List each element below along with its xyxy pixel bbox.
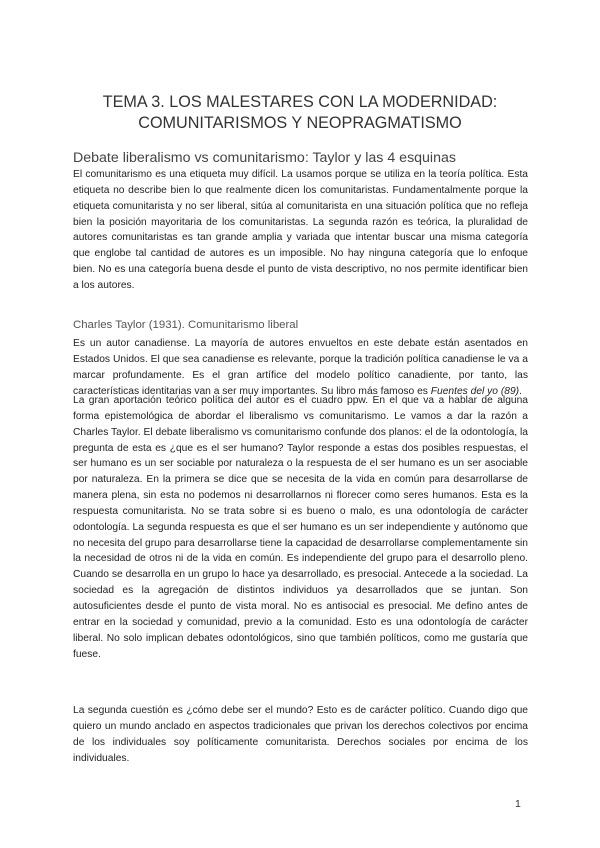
- title-line-2: COMUNITARISMOS Y NEOPRAGMATISMO: [138, 114, 462, 132]
- paragraph-2-end: .: [519, 385, 522, 397]
- subheading-charles-taylor: Charles Taylor (1931). Comunitarismo liberal: [73, 319, 299, 331]
- book-title: Fuentes del yo (89): [430, 385, 520, 397]
- paragraph-2: [73, 336, 528, 399]
- section-heading: Debate liberalismo vs comunitarismo: Taylor y las 4 esquinas: [73, 150, 456, 166]
- paragraph-3: La gran aportación teórico política del autor es el cuadro ppw. En el que va a hablar de alguna forma epistemológica de abordar el liberalismo vs comunitarismo. Le vamos a dar la razón a Charles Taylor. El debate liberalismo vs comunitarismo confunde dos planos: el de la odontología, la pregunta de esta es ¿que es el ser humano? Taylor responde a estas dos posibles respuestas, el ser humano es un ser sociable por naturaleza o la respuesta de el ser humano es un ser asociable por naturaleza. En la primera se dice que se necesita de la vida en común para desarrollarse de manera plena, sin esta no podemos ni desarrollarnos ni florecer como seres humanos. Esta es la respuesta comunitarista. No se trata sobre si es bueno o malo, es una odontología de carácter odontología. La segunda respuesta es que el ser humano es un ser independiente y autónomo que no necesita del grupo para desarrollarse tiene la capacidad de desarrollarse complementamente sin la necesidad de otros ni de la vida en común. Es independiente del grupo para el desarrollo pleno. Cuando se desarrolla en un grupo lo hace ya desarrollado, es presocial. Antecede a la sociedad. La sociedad es la agregación de distintos individuos ya desarrollados que se juntan. Son autosuficientes desde el punto de vista moral. No es antisocial es presocial. Me defino antes de entrar en la sociedad y comunidad, previo a la comunidad. Esto es una odontología de carácter liberal. No solo implican debates odontológicos, sino que también políticos, como me gustaría que fuese.: [73, 395, 528, 660]
- paragraph-1: El comunitarismo es una etiqueta muy difícil. La usamos porque se utiliza en la teoría política. Esta etiqueta no describe bien lo que realmente dicen los comunitaristas. Fundamentalmente porque la etiqueta comunitarista y no ser liberal, sitúa al comunitarista en una situación política que no refleja bien la posición mayoritaria de los comunitaristas. La segunda razón es teórica, la pluralidad de autores comunitaristas es tan grande amplia y variada que intentar buscar una misma categoría que englobe tal cantidad de autores es un imposible. No hay ninguna categoría que lo enfoque bien. No es una categoría buena desde el punto de vista descriptivo, no nos permite identificar bien a los autores.: [73, 169, 528, 291]
- paragraph-4: La segunda cuestión es ¿cómo debe ser el mundo? Esto es de carácter político. Cuando digo que quiero un mundo anclado en aspectos tradicionales que privan los derechos colectivos por encima de los individuales soy políticamente comunitarista. Derechos sociales por encima de los individuales.: [73, 705, 528, 764]
- paragraph-2-text: Es un autor canadiense. La mayoría de autores envueltos en este debate están asentados en Estados Unidos. El que sea canadiense es relevante, porque la tradición política canadiense le va a marcar profundamente. Es el gran artífice del modelo político canadiente, por tanto, las características identitarias van a ser muy importantes. Su libro más famoso es: [73, 338, 528, 397]
- document-title: [60, 92, 540, 134]
- title-line-1: TEMA 3. LOS MALESTARES CON LA MODERNIDAD:: [102, 93, 498, 111]
- page-number: 1: [515, 798, 521, 810]
